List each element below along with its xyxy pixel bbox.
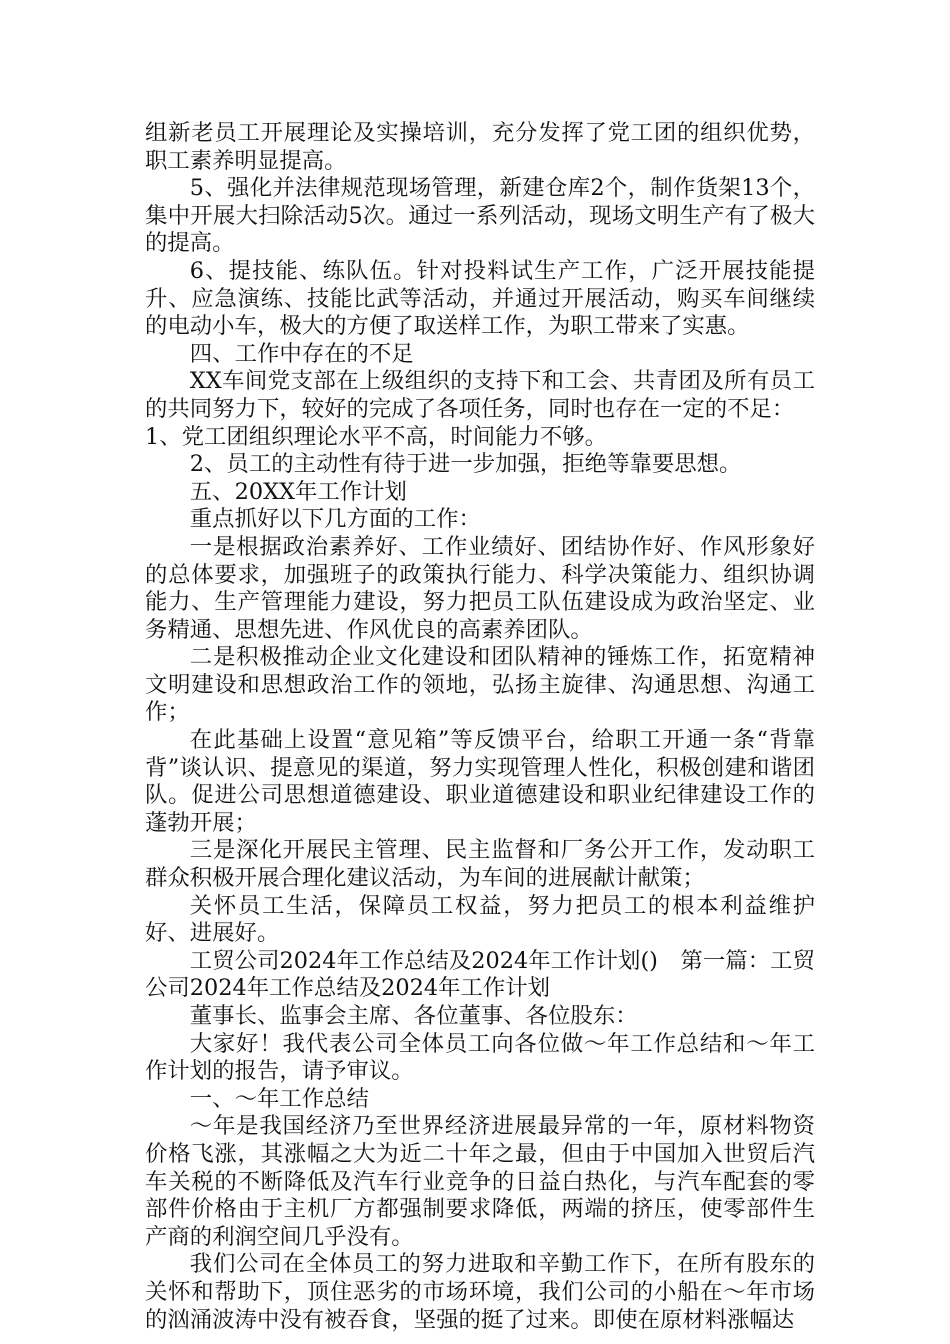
paragraph: 五、20XX年工作计划 (189, 478, 407, 505)
paragraph: 在此基础上设置“意见箱”等反馈平台，给职工开通一条“背靠背”谈认识、提意见的渠道，努力实现管理人性化，积极创建和谐团队。促进公司思想道德建设、职业道德建设和职业纪律建设工作的蓬勃开展； (145, 727, 815, 836)
paragraph: 组新老员工开展理论及实操培训，充分发挥了党工团的组织优势，职工素养明显提高。 (145, 120, 815, 174)
paragraph: 一、～年工作总结 (189, 1085, 369, 1112)
paragraph: ～年是我国经济乃至世界经济进展最异常的一年，原材料物资价格飞涨，其涨幅之大为近二十年之最，但由于中国加入世贸后汽车关税的不断降低及汽车行业竞争的日益白热化，与汽车配套的零部件价格由于主机厂方都强制要求降低，两端的挤压，使零部件生产商的利润空间几乎没有。 (145, 1113, 815, 1250)
paragraph: 5、强化并法律规范现场管理，新建仓库2个，制作货架13个，集中开展大扫除活动5次。通过一系列活动，现场文明生产有了极大的提高。 (145, 175, 815, 257)
paragraph: 1、党工团组织理论水平不高，时间能力不够。 (145, 423, 608, 450)
paragraph: XX车间党支部在上级组织的支持下和工会、共青团及所有员工的共同努力下，较好的完成了各项任务，同时也存在一定的不足： (145, 368, 815, 422)
paragraph: 我们公司在全体员工的努力进取和辛勤工作下，在所有股东的关怀和帮助下，顶住恶劣的市场环境，我们公司的小船在～年市场的汹涌波涛中没有被吞食，坚强的挺了过来。即使在原材料涨幅达 (145, 1251, 815, 1333)
paragraph: 三是深化开展民主管理、民主监督和厂务公开工作，发动职工群众积极开展合理化建议活动，为车间的进展献计献策； (145, 837, 815, 892)
paragraph: 关怀员工生活，保障员工权益，努力把员工的根本利益维护好、进展好。 (145, 892, 815, 947)
paragraph: 董事长、监事会主席、各位董事、各位股东： (189, 1003, 638, 1029)
document-page (145, 120, 815, 1334)
paragraph: 工贸公司2024年工作总结及2024年工作计划() 第一篇：工贸公司2024年工作总结及2024年工作计划 (145, 947, 815, 1002)
paragraph: 四、工作中存在的不足 (189, 340, 414, 367)
paragraph: 二是积极推动企业文化建设和团队精神的锤炼工作，拓宽精神文明建设和思想政治工作的领地，弘扬主旋律、沟通思想、沟通工作； (145, 644, 815, 726)
paragraph: 重点抓好以下几方面的工作： (189, 506, 481, 533)
paragraph: 2、员工的主动性有待于进一步加强，拒绝等靠要思想。 (189, 451, 742, 478)
paragraph: 一是根据政治素养好、工作业绩好、团结协作好、作风形象好的总体要求，加强班子的政策执行能力、科学决策能力、组织协调能力、生产管理能力建设，努力把员工队伍建设成为政治坚定、业务精通、思想先进、作风优良的高素养团队。 (145, 533, 815, 643)
paragraph: 大家好！我代表公司全体员工向各位做～年工作总结和～年工作计划的报告，请予审议。 (145, 1030, 815, 1085)
paragraph: 6、提技能、练队伍。针对投料试生产工作，广泛开展技能提升、应急演练、技能比武等活动，并通过开展活动，购买车间继续的电动小车，极大的方便了取送样工作，为职工带来了实惠。 (145, 257, 815, 340)
